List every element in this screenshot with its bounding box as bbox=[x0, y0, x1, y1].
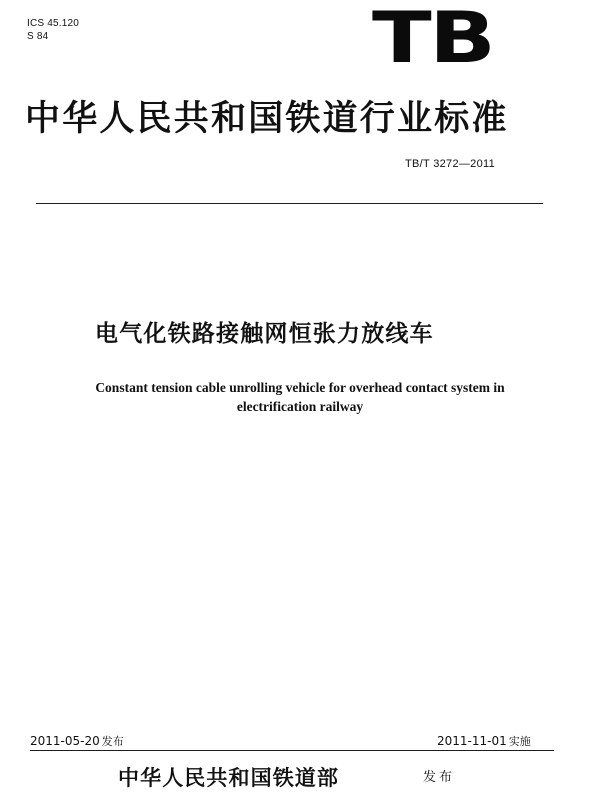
issuer-name: 中华人民共和国铁道部 bbox=[118, 766, 339, 790]
issue-label: 发布 bbox=[101, 735, 124, 748]
document-title-zh: 电气化铁路接触网恒张力放线车 bbox=[95, 321, 434, 347]
issue-date: 2011-05-20 bbox=[30, 734, 100, 748]
document-title-en-line1: Constant tension cable unrolling vehicle for overhead contact system in bbox=[95, 380, 505, 395]
bottom-divider bbox=[30, 750, 554, 751]
document-title-en-line2: electrification railway bbox=[236, 399, 364, 414]
classification-code: S 84 bbox=[27, 31, 49, 42]
ics-code: ICS 45.120 bbox=[27, 18, 80, 29]
standard-number: TB/T 3272—2011 bbox=[405, 158, 496, 170]
document-title-en bbox=[50, 378, 550, 416]
implement-date: 2011-11-01 bbox=[437, 734, 507, 748]
issuer-suffix: 发布 bbox=[423, 770, 456, 785]
issue-date-block bbox=[30, 733, 124, 750]
standard-category-title: 中华人民共和国铁道行业标准 bbox=[25, 99, 509, 139]
tb-logo: TB bbox=[372, 0, 494, 79]
implement-label: 实施 bbox=[508, 735, 531, 748]
implement-date-block bbox=[437, 733, 531, 750]
top-divider bbox=[36, 203, 543, 204]
